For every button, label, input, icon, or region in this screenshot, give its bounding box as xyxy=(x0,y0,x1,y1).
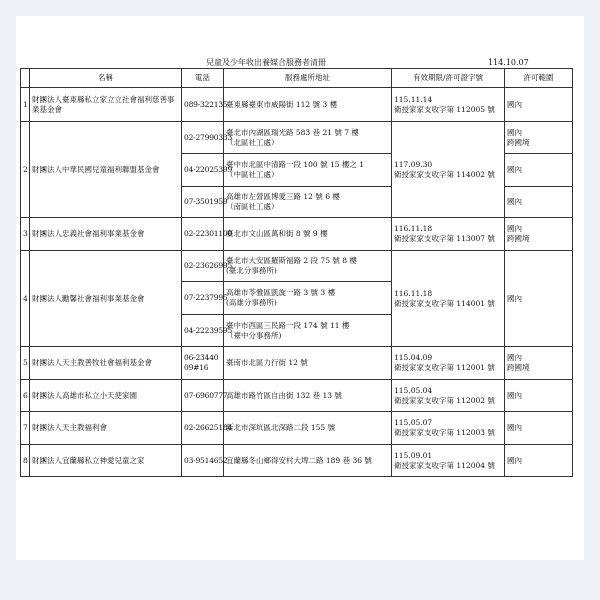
permit-scope xyxy=(505,88,573,122)
permit-scope xyxy=(505,154,573,187)
column-header-phone: 電話 xyxy=(182,69,224,88)
org-name: 財團法人忠義社會福利事業基金會 xyxy=(30,218,182,251)
row-index: 5 xyxy=(21,347,30,380)
scope-item: 國內 xyxy=(507,455,522,465)
address-branch: （臺中分事務所) xyxy=(226,330,282,340)
org-name: 財團法人天主教善牧社會福利基金會 xyxy=(30,347,182,380)
address-line: 高雄市左營區博愛三路 12 號 6 樓 xyxy=(226,192,340,201)
column-header-address: 服務處所地址 xyxy=(224,69,392,88)
row-index: 2 xyxy=(21,122,30,218)
license-number: 衛授家家支收字第 112005 號 xyxy=(394,104,495,114)
row-index: 3 xyxy=(21,218,30,251)
service-address xyxy=(224,187,392,218)
table-row xyxy=(21,347,573,380)
table-row xyxy=(21,218,573,251)
service-address xyxy=(224,315,392,347)
org-name: 財團法人勵馨社會福利事業基金會 xyxy=(30,251,182,347)
phone-number: 02-26625184 xyxy=(182,412,224,445)
permit-scope xyxy=(505,218,573,251)
permit-scope xyxy=(505,445,573,477)
row-index: 7 xyxy=(21,412,30,445)
license-expiry: 115.05.04 xyxy=(394,385,433,395)
phone-number: 02-22301100 xyxy=(182,218,224,251)
license-info xyxy=(392,445,505,477)
org-name: 財團法人中華民國兒童福利聯盟基金會 xyxy=(30,122,182,218)
phone-number: 02-27990333 xyxy=(182,122,224,154)
scope-item: 國內 xyxy=(507,390,522,400)
table-row xyxy=(21,412,573,445)
service-address xyxy=(224,380,392,412)
license-expiry: 115.11.14 xyxy=(394,94,433,104)
permit-scope xyxy=(505,122,573,154)
license-info xyxy=(392,380,505,412)
phone-number: 07-2237995 xyxy=(182,282,224,315)
address-branch: (高雄分事務所) xyxy=(226,298,277,307)
column-header-scope: 許可範圍 xyxy=(505,69,573,88)
phone-number: 089-322135 xyxy=(182,88,224,122)
table-row xyxy=(21,122,573,154)
service-address xyxy=(224,412,392,445)
license-number: 衛授家家支收字第 112004 號 xyxy=(394,460,495,470)
license-number: 衛授家家支收字第 114001 號 xyxy=(394,298,495,308)
table-row xyxy=(21,251,573,282)
service-address xyxy=(224,251,392,282)
license-info xyxy=(392,347,505,380)
table-row xyxy=(21,380,573,412)
address-line: 新北市深坑區北深路二段 155 號 xyxy=(226,423,336,432)
address-line: 高雄市路竹區自由街 132 巷 13 號 xyxy=(226,390,342,400)
address-branch: （南區社工處） xyxy=(226,202,279,211)
row-index: 8 xyxy=(21,445,30,477)
column-header-index xyxy=(21,69,30,88)
permit-scope xyxy=(505,380,573,412)
org-name: 財團法人宜蘭縣私立神愛兒童之家 xyxy=(30,445,182,477)
scope-item: 跨國境 xyxy=(507,234,530,243)
permit-scope xyxy=(505,251,573,347)
scope-item: 跨國境 xyxy=(507,137,530,147)
permit-scope xyxy=(505,187,573,218)
scope-item: 國內 xyxy=(507,99,522,109)
service-address xyxy=(224,445,392,477)
row-index: 1 xyxy=(21,88,30,122)
license-info xyxy=(392,251,505,347)
org-name: 財團法人高雄市私立小天使家園 xyxy=(30,380,182,412)
service-address xyxy=(224,122,392,154)
license-number: 衛授家家支收字第 114002 號 xyxy=(394,169,495,179)
service-address xyxy=(224,154,392,187)
phone-number: 06-2344009#16 xyxy=(182,347,224,380)
document-date: 114.10.07 xyxy=(488,58,529,67)
address-line: 宜蘭縣冬山鄉得安村大埤二路 189 巷 36 號 xyxy=(226,455,372,465)
phone-number: 07-6960777 xyxy=(182,380,224,412)
license-info xyxy=(392,412,505,445)
scope-item: 跨國境 xyxy=(507,363,530,372)
license-expiry: 116.11.18 xyxy=(394,224,433,233)
address-line: 臺東縣臺東市威陽街 112 號 3 樓 xyxy=(226,99,338,109)
row-index: 4 xyxy=(21,251,30,347)
column-header-name: 名稱 xyxy=(30,69,182,88)
service-address xyxy=(224,347,392,380)
address-branch: （中區社工處） xyxy=(226,170,279,179)
address-line: 臺北市文山區萬和街 8 號 9 樓 xyxy=(226,229,328,238)
scope-item: 國內 xyxy=(507,127,522,137)
license-expiry: 115.04.09 xyxy=(394,353,433,362)
license-number: 衛授家家支收字第 112003 號 xyxy=(394,428,495,437)
permit-scope xyxy=(505,412,573,445)
address-line: 高雄市苓雅區凱旋一路 3 號 3 樓 xyxy=(226,288,336,297)
address-line: 臺中市西區三民路一段 174 號 11 樓 xyxy=(226,320,350,330)
phone-number: 04-22239595 xyxy=(182,315,224,347)
roster-table xyxy=(20,68,573,477)
license-expiry: 115.09.01 xyxy=(394,450,433,460)
scope-item: 國內 xyxy=(507,353,522,362)
scope-item: 國內 xyxy=(507,423,522,432)
scope-item: 國內 xyxy=(507,224,522,233)
document-title: 兒童及少年收出養媒合服務者清冊 xyxy=(206,58,326,67)
phone-number: 02-23626995 xyxy=(182,251,224,282)
license-number: 衛授家家支收字第 112001 號 xyxy=(394,363,495,372)
license-number: 衛授家家支收字第 112002 號 xyxy=(394,395,495,405)
license-expiry: 115.05.07 xyxy=(394,418,433,427)
scope-item: 國內 xyxy=(507,293,522,303)
permit-scope xyxy=(505,347,573,380)
address-branch: （北區社工處） xyxy=(226,137,279,147)
service-address xyxy=(224,282,392,315)
org-name: 財團法人天主教福利會 xyxy=(30,412,182,445)
license-expiry: 116.11.18 xyxy=(394,288,433,298)
address-branch: (臺北分事務所) xyxy=(226,266,277,275)
org-name: 財團法人臺東縣私立家立立社會福利慈善事業基金會 xyxy=(30,88,182,122)
address-line: 臺南市北區力行街 12 號 xyxy=(226,358,308,367)
table-header-row xyxy=(21,69,573,88)
phone-number: 04-22025399 xyxy=(182,154,224,187)
scope-item: 國內 xyxy=(507,165,522,174)
address-line: 臺北市內湖區瑞光路 583 巷 21 號 7 樓 xyxy=(226,127,359,137)
license-number: 衛授家家支收字第 113007 號 xyxy=(394,234,495,243)
scope-item: 國內 xyxy=(507,197,522,206)
phone-number: 03-9514652 xyxy=(182,445,224,477)
table-row xyxy=(21,88,573,122)
column-header-license: 有效期限/許可證字號 xyxy=(392,69,505,88)
phone-number: 07-3501959 xyxy=(182,187,224,218)
service-address xyxy=(224,218,392,251)
row-index: 6 xyxy=(21,380,30,412)
license-info xyxy=(392,122,505,218)
address-line: 臺中市北區中清路一段 100 號 15 樓之 1 xyxy=(226,160,365,169)
table-row xyxy=(21,445,573,477)
license-info xyxy=(392,218,505,251)
license-info xyxy=(392,88,505,122)
document-page xyxy=(16,16,584,560)
address-line: 臺北市大安區羅斯福路 2 段 75 號 8 樓 xyxy=(226,256,357,265)
license-expiry: 117.09.30 xyxy=(394,159,433,169)
service-address xyxy=(224,88,392,122)
